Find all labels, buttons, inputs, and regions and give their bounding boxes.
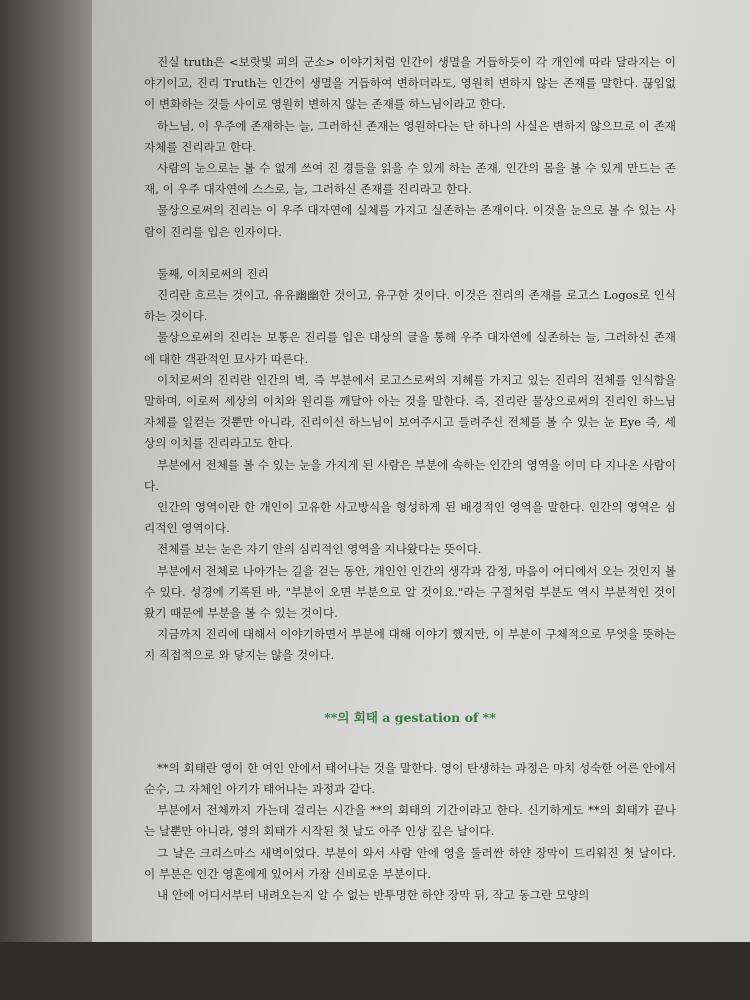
section-heading: **의 회태 a gestation of ** <box>324 709 496 725</box>
page-text-body <box>144 52 676 906</box>
paragraph: 이치로써의 진리란 인간의 벽, 즉 부분에서 로고스로써의 지혜를 가지고 있는 진리의 전체를 인식함을 말하며, 이로써 세상의 이치와 원리를 깨달아 아는 것을 말한다. 즉, 진리란 물상으로써의 진리인 하느님 자체를 일컫는 것뿐만 아니라, 진리이신 하느님이 보여주시고 들려주신 전체를 볼 수 있는 눈 Eye 즉, 세상의 이치를 진리라고도 한다. <box>144 372 676 451</box>
book-gutter-shadow <box>0 0 92 1000</box>
paragraph: 부분에서 전체까지 가는데 걸리는 시간을 **의 회태의 기간이라고 한다. 신기하게도 **의 회태가 끝나는 날뿐만 아니라, 영의 회태가 시작된 첫 날도 아주 인상 깊은 날이다. <box>144 803 676 839</box>
paragraph: 전체를 보는 눈은 자기 안의 심리적인 영역을 지나왔다는 뜻이다. <box>157 542 482 557</box>
paragraph: 지금까지 진리에 대해서 이야기하면서 부분에 대해 이야기 했지만, 이 부분이 구체적으로 무엇을 뜻하는지 직접적으로 와 닿지는 않을 것이다. <box>144 627 676 663</box>
paragraph: **의 회태란 영이 한 여인 안에서 태어나는 것을 말한다. 영이 탄생하는 과정은 마치 성숙한 어른 안에서 순수, 그 자체인 아기가 태어나는 과정과 같다. <box>144 760 676 796</box>
paragraph: 부분에서 전체를 볼 수 있는 눈을 가지게 된 사람은 부분에 속하는 인간의 영역을 이미 다 지나온 사람이다. <box>144 457 676 493</box>
paragraph: 부분에서 전체로 나아가는 길을 걷는 동안, 개인인 인간의 생각과 감정, 마음이 어디에서 오는 것인지 볼 수 있다. 성경에 기록된 바, "부분이 오면 부분으로 알 것이요."라는 구절처럼 부분도 역시 부분적인 것이 왔기 때문에 부분을 볼 수 있는 것이다. <box>144 563 676 621</box>
paragraph: 진실 truth은 <보랏빛 피의 군소> 이야기처럼 인간이 생멸을 거듭하듯이 각 개인에 따라 달라지는 이야기이고, 진리 Truth는 인간이 생멸을 거듭하여 변하더라도, 영원히 변하지 않는 존재를 말한다. 끊임없이 변화하는 것들 사이로 영원히 변하지 않는 존재를 하느님이라고 한다. <box>144 55 676 112</box>
paragraph: 사람의 눈으로는 볼 수 없게 쓰여 진 경들을 읽을 수 있게 하는 존재, 인간의 몸을 볼 수 있게 만드는 존재, 이 우주 대자연에 스스로, 늘, 그러하신 존재를 진리라고 한다. <box>144 161 676 197</box>
paragraph: 인간의 영역이란 한 개인이 고유한 사고방식을 형성하게 된 배경적인 영역을 말한다. 인간의 영역은 심리적인 영역이다. <box>144 500 676 536</box>
page-bottom-edge <box>0 942 750 1000</box>
paragraph: 내 안에 어디서부터 내려오는지 알 수 없는 반투명한 하얀 장막 뒤, 작고 동그란 모양의 <box>157 887 590 902</box>
paragraph: 그 날은 크리스마스 새벽이었다. 부분이 와서 사람 안에 영을 둘러싼 하얀 장막이 드리워진 첫 날이다. 이 부분은 인간 영혼에게 있어서 가장 신비로운 부분이다. <box>144 845 676 881</box>
paragraph: 하느님, 이 우주에 존재하는 늘, 그러하신 존재는 영원하다는 단 하나의 사실은 변하지 않으므로 이 존재 자체를 진리라고 한다. <box>144 118 676 154</box>
paragraph: 물상으로써의 진리는 보통은 진리를 입은 대상의 글을 통해 우주 대자연에 실존하는 늘, 그러하신 존재에 대한 객관적인 묘사가 따른다. <box>144 330 676 366</box>
section-subheading: 둘째, 이치로써의 진리 <box>157 266 269 281</box>
paragraph: 물상으로써의 진리는 이 우주 대자연에 실체를 가지고 실존하는 존재이다. 이것을 눈으로 볼 수 있는 사람이 진리를 입은 인자이다. <box>144 203 676 239</box>
paragraph: 진리란 흐르는 것이고, 유유幽幽한 것이고, 유구한 것이다. 이것은 진리의 존재를 로고스 Logos로 인식하는 것이다. <box>144 288 676 324</box>
